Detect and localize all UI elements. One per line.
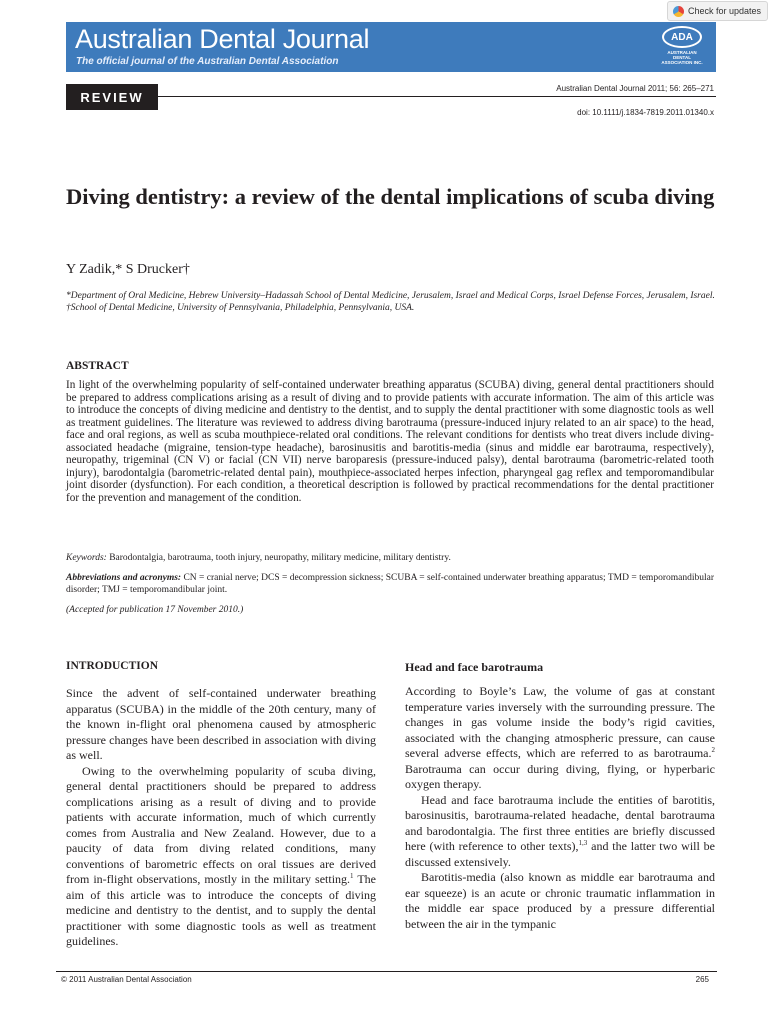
intro-paragraph-2 <box>66 764 376 950</box>
check-for-updates-label: Check for updates <box>688 6 762 16</box>
abbreviations-label: Abbreviations and acronyms: <box>66 573 182 583</box>
citation-ref[interactable]: 1 <box>350 872 354 880</box>
head-face-heading: Head and face barotrauma <box>405 660 544 674</box>
affiliation-1: *Department of Oral Medicine, Hebrew University–Hadassah School of Dental Medicine, Jerusalem, Israel and Medical Corps, Israel Defense Forces, Jerusalem, Israel. <box>66 291 715 301</box>
hf-p1-text-b: Barotrauma can occur during diving, flying, or hyperbaric oxygen therapy. <box>405 761 715 791</box>
ada-logo <box>660 26 704 65</box>
keywords-text: Barodontalgia, barotrauma, tooth injury, neuropathy, military medicine, military dentistry. <box>109 553 451 563</box>
authors: Y Zadik,* S Drucker† <box>66 262 190 277</box>
head-face-paragraph-3: Barotitis-media (also known as middle ear barotrauma and ear squeeze) is an acute or chronic traumatic inflammation in the middle ear space produced by a pressure differential between the air in the tympanic <box>405 870 715 931</box>
abstract-heading: ABSTRACT <box>66 360 129 372</box>
ada-logo-mark: ADA <box>662 26 702 48</box>
intro-p2-text-a: Owing to the overwhelming popularity of scuba diving, general dental practitioners should be prepared to address complications arising as a result of diving and to provide patients with accurate information, much of which currently comes from Australia and New Zealand. However, due to a paucity of data from diving related conditions, many conventions of barometric effects on oral tissues are derived from in-flight observations, mostly in the military setting. <box>66 763 376 886</box>
page-number: 265 <box>695 975 709 984</box>
affiliation-2: †School of Dental Medicine, University of Pennsylvania, Philadelphia, Pennsylvania, USA. <box>66 302 415 313</box>
intro-p2-text-b: The aim of this article was to introduce the concepts of diving medicine and dentistry to the dentist, and to supply the dental practitioner with some diagnostic tools as well as treatment guidelines. <box>66 872 376 948</box>
keywords-label: Keywords: <box>66 553 107 563</box>
abstract-body <box>66 379 714 504</box>
journal-tagline: The official journal of the Australian Dental Association <box>76 56 339 67</box>
head-face-column <box>405 684 715 932</box>
affiliations <box>66 291 721 314</box>
citation-ref[interactable]: 1,3 <box>578 839 588 847</box>
check-for-updates-button[interactable] <box>667 1 768 21</box>
journal-citation: Australian Dental Journal 2011; 56: 265–271 <box>556 84 714 93</box>
footer-rule <box>56 971 717 972</box>
hf-p1-text-a: According to Boyle’s Law, the volume of gas at constant temperature varies inversely with the surrounding pressure. The changes in gas volume inside the body’s rigid cavities, associated with the changing atmospheric pressure, can cause several adverse effects, which are referred to as barotrauma. <box>405 684 715 760</box>
journal-banner <box>66 22 716 72</box>
copyright: © 2011 Australian Dental Association <box>61 975 192 984</box>
accepted-date: (Accepted for publication 17 November 2010.) <box>66 605 244 615</box>
hf-p2-text-b: and the latter two will be discussed extensively. <box>405 839 716 869</box>
intro-paragraph-1: Since the advent of self-contained underwater breathing apparatus (SCUBA) in the middle of the 20th century, many of the known in-flight oral phenomena caused by atmospheric pressure changes have been described in association with diving as well. <box>66 686 376 762</box>
journal-name: Australian Dental Journal <box>75 24 370 54</box>
article-title: Diving dentistry: a review of the dental implications of scuba diving <box>66 184 715 209</box>
citation-ref[interactable]: 2 <box>711 746 715 754</box>
ada-logo-subtext: AUSTRALIAN DENTAL ASSOCIATION INC. <box>661 50 703 65</box>
head-face-paragraph-1 <box>405 684 715 793</box>
hf-p2-text-a: Head and face barotrauma include the entities of barotitis, barosinusitis, barotrauma-related headache, dental barotrauma and barodontalgia. The first three entities are briefly discussed here (with reference to other texts), <box>405 792 715 853</box>
section-tag: REVIEW <box>66 84 158 110</box>
intro-column <box>66 686 376 950</box>
abstract-text: In light of the overwhelming popularity of self-contained underwater breathing apparatus (SCUBA) diving, general dental practitioners should be prepared to address complications arising as a result of diving and to provide patients with accurate information. The aim of this article was to introduce the concepts of diving medicine and dentistry to the dentist, and to supply the dental practitioner with some diagnostic tools as well as treatment guidelines. The literature was reviewed to address diving barotrauma (pressure-induced injury related to an air space) to the head, face and oral regions, as well as scuba mouthpiece-related oral conditions. The relevant conditions for dentists who treat divers include diving-associated headache (migraine, tension-type headache), barosinusitis and barotitis-media (sinus and middle ear barotrauma, respectively), neuropathy, trigeminal (CN V) or facial (CN VII) nerve baroparesis (pressure-induced palsy), dental barotrauma (barometric-related tooth injury), barodontalgia (barometric-related dental pain), mouthpiece-associated herpes infection, pharyngeal gag reflex and temporomandibular joint disorder (dysfunction). For each condition, a theoretical description is followed by practical recommendations for the dental practitioner for the prevention and management of the condition. <box>66 379 714 504</box>
header-rule <box>158 96 716 97</box>
doi: doi: 10.1111/j.1834-7819.2011.01340.x <box>577 108 714 117</box>
crossmark-icon <box>673 6 684 17</box>
abbreviations-text: CN = cranial nerve; DCS = decompression sickness; SCUBA = self-contained underwater breathing apparatus; TMD = temporomandibular disorder; TMJ = temporomandibular joint. <box>66 573 715 595</box>
intro-heading: INTRODUCTION <box>66 660 159 672</box>
keywords <box>66 552 714 564</box>
abbreviations <box>66 572 714 596</box>
head-face-paragraph-2 <box>405 793 715 871</box>
